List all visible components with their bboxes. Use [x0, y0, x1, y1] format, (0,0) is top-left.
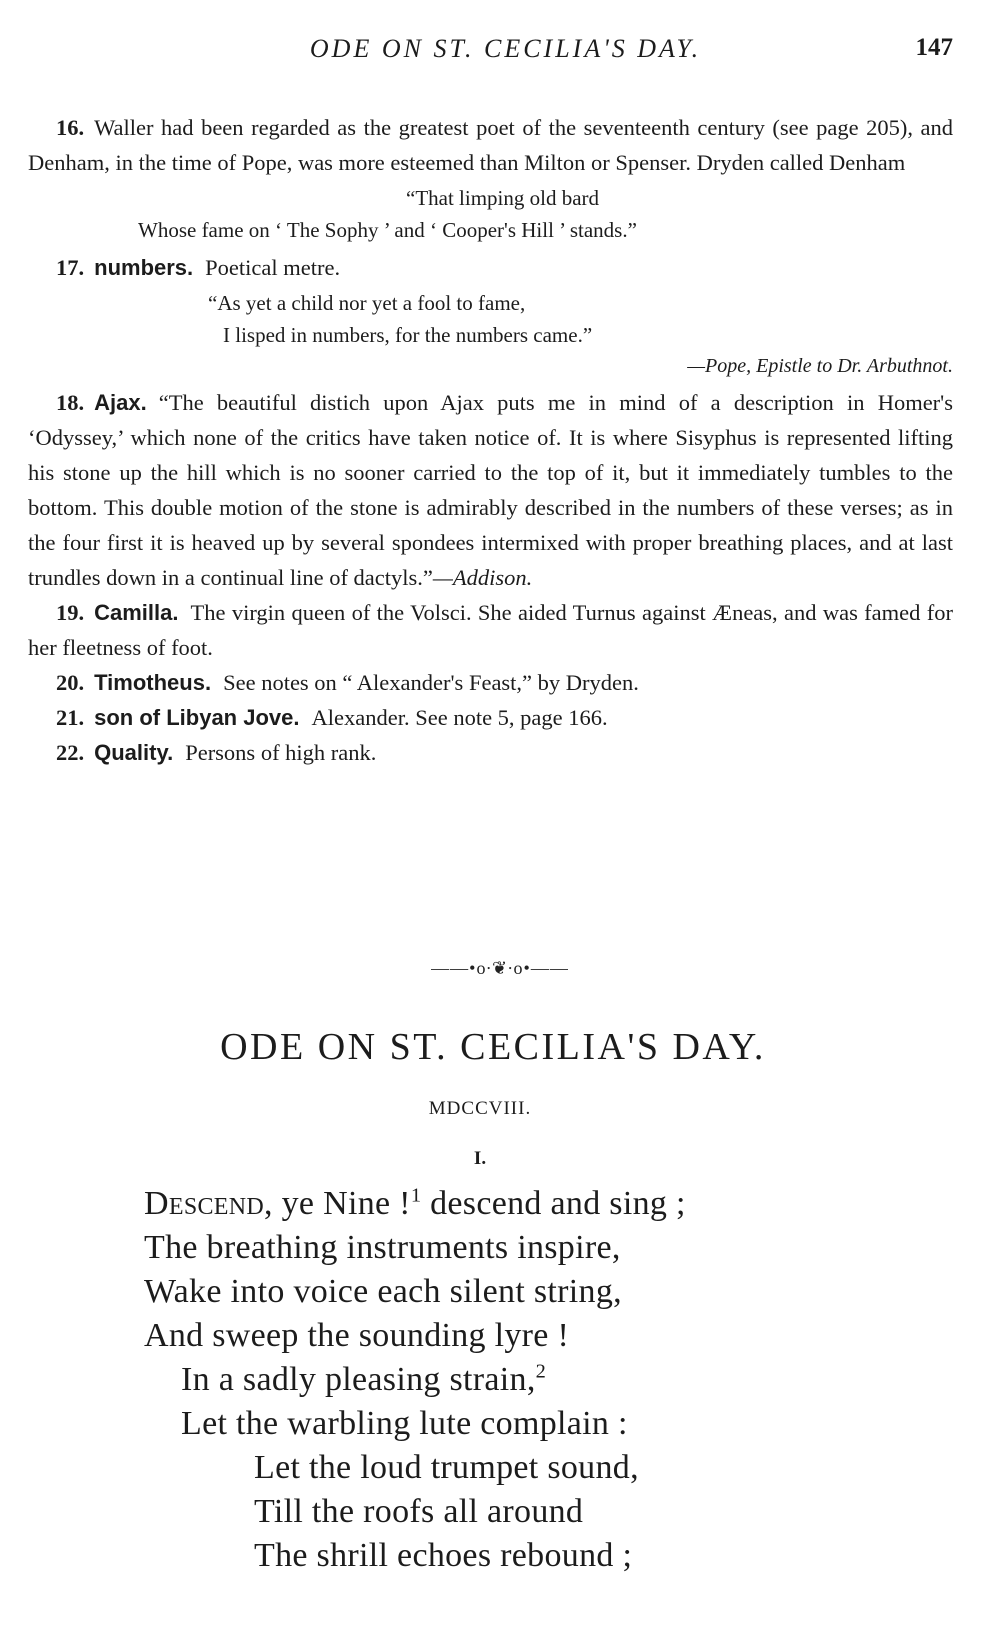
note-text: The virgin queen of the Volsci. She aided Turnus against Æneas, and was famed for her fleetness of foot. — [28, 600, 953, 660]
stanza-number: I. — [473, 1148, 487, 1169]
running-header — [28, 30, 953, 70]
note-text: Waller had been regarded as the greatest poet of the seventeenth century (see page 205), and Denham, in the time of Pope, was more esteemed than Milton or Spenser. Dryden called Denham — [28, 115, 953, 175]
note-text: See notes on “ Alexander's Feast,” by Dryden. — [223, 670, 639, 695]
quote-line: “As yet a child nor yet a fool to fame, — [208, 291, 526, 315]
line-text: , ye Nine ! — [264, 1185, 411, 1222]
poem-line-1 — [0, 1182, 1000, 1226]
note-term: Quality. — [94, 740, 174, 765]
note-21 — [28, 700, 953, 735]
poem-stanza — [0, 1182, 1000, 1578]
note-text: Alexander. See note 5, page 166. — [311, 705, 608, 730]
poem-line-8: Till the roofs all around — [254, 1493, 584, 1530]
quote-denham — [28, 182, 953, 246]
line-text: In a sadly pleasing strain, — [181, 1361, 536, 1398]
poem-date: MDCCVIII. — [428, 1098, 532, 1119]
quote-line: I lisped in numbers, for the numbers came.” — [223, 323, 593, 347]
small-caps-word: escend — [168, 1185, 264, 1222]
poem-line-9: The shrill echoes rebound ; — [254, 1537, 633, 1574]
note-text: Poetical metre. — [205, 255, 341, 280]
poem-line-7: Let the loud trumpet sound, — [254, 1449, 639, 1486]
quote-line: Whose fame on ‘ The Sophy ’ and ‘ Cooper's Hill ’ stands.” — [138, 218, 637, 242]
footnote-ref: 2 — [535, 1360, 547, 1383]
running-title: ODE ON ST. CECILIA'S DAY. — [309, 34, 702, 63]
poem-line-2: The breathing instruments inspire, — [144, 1229, 621, 1266]
note-18 — [28, 385, 953, 595]
note-17 — [28, 250, 953, 285]
note-22 — [28, 735, 953, 770]
note-text: “The beautiful distich upon Ajax puts me in mind of a description in Homer's ‘Odyssey,’ which none of the critics have taken notice of. It is where Sisyphus is represented lifting his stone up the hill which is no sooner carried to the top of it, but it immediately tumbles to the bottom. This double motion of the stone is admirably described in the numbers of these verses; as in the four first it is heaved up by several spondees intermixed with proper breathing places, and at last trundles down in a continual line of dactyls.” — [28, 390, 953, 590]
note-number: 19. — [56, 600, 85, 625]
note-term: Ajax. — [94, 390, 147, 415]
quote-pope — [28, 287, 953, 381]
note-number: 22. — [56, 740, 85, 765]
note-16 — [28, 110, 953, 180]
footnote-ref: 1 — [410, 1184, 422, 1207]
line-text: descend and sing ; — [421, 1185, 686, 1222]
initial-capital: D — [144, 1185, 169, 1222]
note-number: 17. — [56, 255, 85, 280]
note-term: numbers. — [94, 255, 194, 280]
poem-title: ODE ON ST. CECILIA'S DAY. — [220, 1026, 766, 1068]
note-text: Persons of high rank. — [185, 740, 377, 765]
note-number: 18. — [56, 390, 85, 415]
quote-attribution: —Pope, Epistle to Dr. Arbuthnot. — [687, 355, 953, 377]
note-number: 16. — [56, 115, 85, 140]
note-attribution: —Addison. — [432, 565, 533, 590]
poem-line-5 — [0, 1358, 1000, 1402]
notes-section — [28, 110, 953, 770]
page-number: 147 — [915, 34, 953, 61]
quote-line: “That limping old bard — [406, 186, 600, 210]
note-number: 21. — [56, 705, 85, 730]
note-20 — [28, 665, 953, 700]
poem-line-6: Let the warbling lute complain : — [181, 1405, 628, 1442]
note-term: Timotheus. — [94, 670, 212, 695]
note-term: Camilla. — [94, 600, 179, 625]
note-term: son of Libyan Jove. — [94, 705, 300, 730]
poem-line-4: And sweep the sounding lyre ! — [144, 1317, 570, 1354]
note-19 — [28, 595, 953, 665]
section-ornament: ——•o∙❦∙o•—— — [431, 958, 569, 978]
note-number: 20. — [56, 670, 85, 695]
poem-line-3: Wake into voice each silent string, — [144, 1273, 622, 1310]
